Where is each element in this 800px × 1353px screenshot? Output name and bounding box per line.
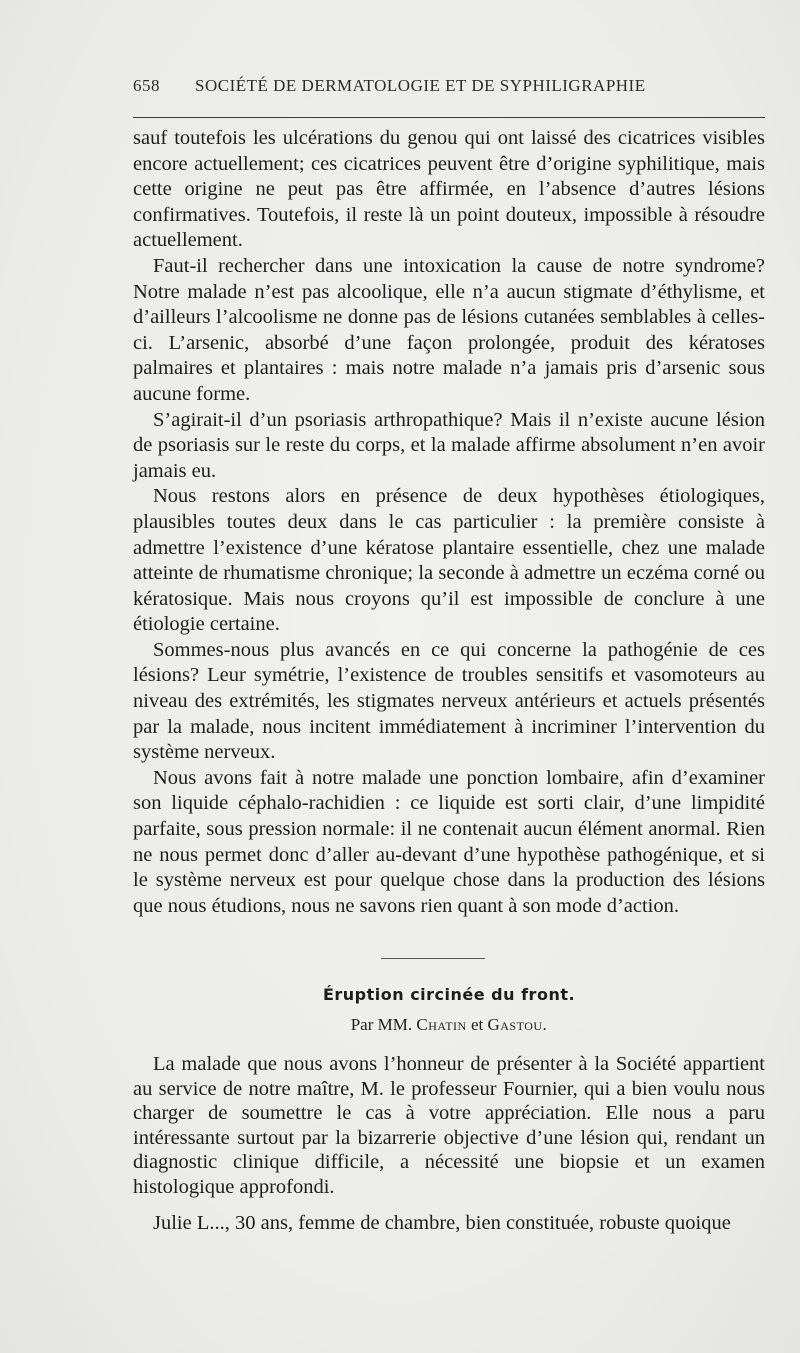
paragraph: sauf toutefois les ulcérations du genou qui ont laissé des cicatrices visibles encore actuellement; ces cicatrices peuvent être d’origine syphilitique, mais cette origine ne peut pas être affirmée, en l’absence d’autres lésions confirmatives. Toutefois, il reste là un point douteux, impossible à résoudre actuellement. (133, 127, 765, 252)
paragraph: La malade que nous avons l’honneur de présenter à la Société appartient au service de notre maître, M. le professeur Fournier, qui a bien voulu nous charger de soumettre le cas à votre appréciation. Elle nous a paru intéressante surtout par la bizarrerie objective d’une lésion qui, rendant un diagnostic clinique difficile, a nécessité une biopsie et un examen histologique approfondi. (133, 1053, 765, 1198)
page-number: 658 (133, 76, 160, 95)
paragraph: Nous restons alors en présence de deux hypothèses étiologiques, plausibles toutes deux dans le cas particulier : la première consiste à admettre l’existence d’une kératose plantaire essentielle, chez une malade atteinte de rhumatisme chronique; la seconde à admettre un eczéma corné ou kératosique. Mais nous croyons qu’il est impossible de conclure à une étiologie certaine. (133, 485, 765, 636)
paragraph: Faut-il rechercher dans une intoxication la cause de notre syndrome? Notre malade n’est pas alcoolique, elle n’a aucun stigmate d’éthylisme, et d’ailleurs l’alcoolisme ne donne pas de lésions cutanées semblables à celles-ci. L’arsenic, absorbé d’une façon prolongée, produit des kératoses palmaires et plantaires : mais notre malade n’a jamais pris d’arsenic sous aucune forme. (133, 254, 765, 405)
section-body-text (133, 1052, 765, 1236)
running-header (133, 76, 765, 96)
body-text (133, 126, 765, 919)
byline-conjunction: et (470, 1015, 484, 1034)
paragraph: Nous avons fait à notre malade une ponction lombaire, afin d’examiner son liquide céphalo-rachidien : ce liquide est sorti clair, d’une limpidité parfaite, sous pression normale: il ne contenait aucun élément anormal. Rien ne nous permet donc d’aller au-devant d’une hypothèse pathogénique, et si le système nerveux est pour quelque chose dans la production des lésions que nous étudions, nous ne savons rien quant à son mode d’action. (133, 766, 765, 917)
paragraph: S’agirait-il d’un psoriasis arthropathique? Mais il n’existe aucune lésion de psoriasis sur le reste du corps, et la malade affirme absolument n’en avoir jamais eu. (133, 408, 765, 482)
author-name: Chatin (416, 1015, 467, 1034)
section-byline (133, 1015, 765, 1035)
byline-prefix: Par MM. (350, 1015, 413, 1034)
header-rule (133, 117, 765, 118)
paragraph: Sommes-nous plus avancés en ce qui concerne la pathogénie de ces lésions? Leur symétrie, l’existence de troubles sensitifs et vasomoteurs au niveau des extrémités, les stigmates nerveux antérieurs et actuels présentés par la malade, nous incitent immédiatement à incriminer l’intervention du système nerveux. (133, 638, 765, 764)
section-separator (381, 958, 485, 959)
paragraph: Julie L..., 30 ans, femme de chambre, bien constituée, robuste quoique (153, 1212, 731, 1234)
author-name: Gastou. (487, 1015, 548, 1034)
section-title: Éruption circinée du front. (322, 985, 576, 1004)
running-title: SOCIÉTÉ DE DERMATOLOGIE ET DE SYPHILIGRAPHIE (195, 76, 646, 95)
